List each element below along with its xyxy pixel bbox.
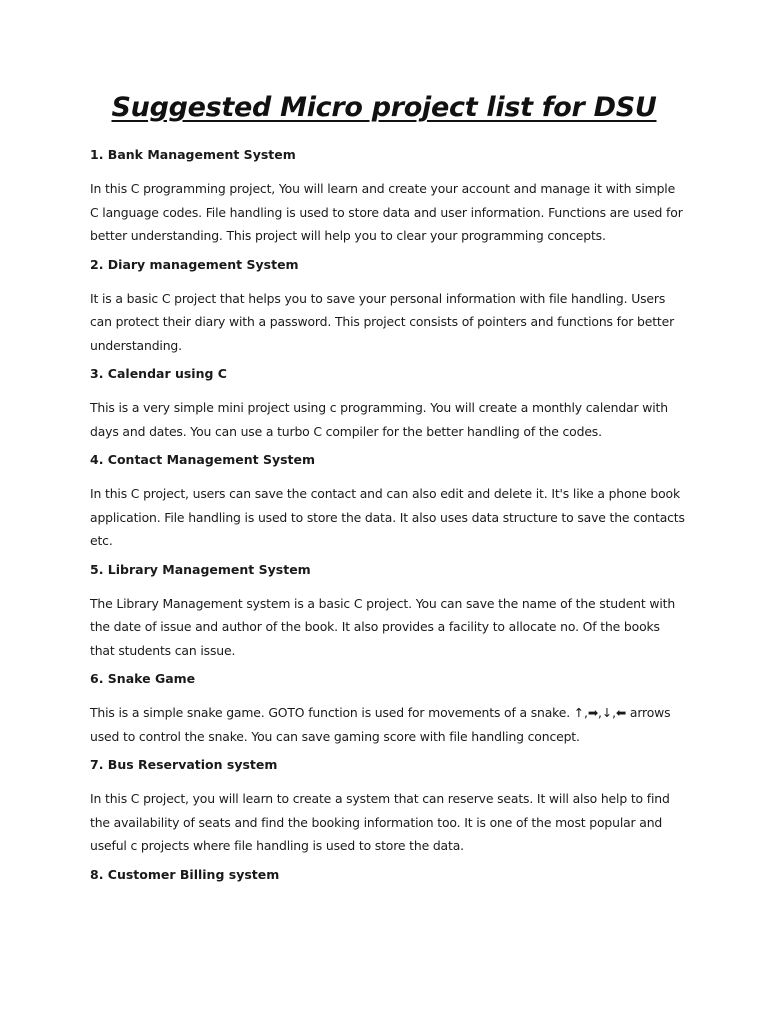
section-heading: 5. Library Management System: [90, 561, 311, 577]
section-paragraph: In this C project, you will learn to create a system that can reserve seats. It will also help to find the availability of seats and find the booking information too. It is one of the most popular and useful c projects where file handling is used to store the data.: [90, 791, 670, 853]
section-paragraph: This is a very simple mini project using c programming. You will create a monthly calendar with days and dates. You can use a turbo C compiler for the better handling of the codes.: [90, 400, 668, 439]
section-heading: 2. Diary management System: [90, 256, 299, 272]
section-snake-game: [90, 671, 686, 748]
document-body: [90, 147, 686, 897]
section-heading: 3. Calendar using C: [90, 366, 227, 381]
section-heading: 1. Bank Management System: [90, 147, 296, 162]
section-heading: 8. Customer Billing system: [90, 866, 280, 882]
section-library-management: [90, 562, 686, 663]
section-paragraph: The Library Management system is a basic C project. You can save the name of the student with the date of issue and author of the book. It also provides a facility to allocate no. Of the books that students can issue.: [90, 595, 676, 658]
section-paragraph: In this C project, users can save the contact and can also edit and delete it. It's like a phone book application. File handling is used to store the data. It also uses data structure to save the contacts etc.: [90, 486, 685, 548]
section-paragraph: It is a basic C project that helps you to save your personal information with file handling. Users can protect their diary with a password. This project consists of pointers and functions for better understanding.: [90, 290, 675, 353]
section-heading: 6. Snake Game: [90, 671, 196, 686]
section-calendar: [90, 366, 686, 443]
section-heading: 7. Bus Reservation system: [90, 757, 278, 772]
section-bus-reservation: [90, 757, 686, 858]
section-diary-management: [90, 257, 686, 358]
section-contact-management: [90, 452, 686, 553]
section-paragraph: This is a simple snake game. GOTO function is used for movements of a snake. ↑,➡,↓,⬅ arrows used to control the snake. You can save gaming score with file handling concept.: [90, 705, 671, 744]
section-bank-management: [90, 147, 686, 248]
section-customer-billing: [90, 867, 686, 883]
section-heading: 4. Contact Management System: [90, 452, 316, 467]
section-paragraph: In this C programming project, You will learn and create your account and manage it with simple C language codes. File handling is used to store data and user information. Functions are used for better understanding. This project will help you to clear your programming concepts.: [90, 181, 683, 243]
document-title: Suggested Micro project list for DSU: [111, 92, 657, 123]
